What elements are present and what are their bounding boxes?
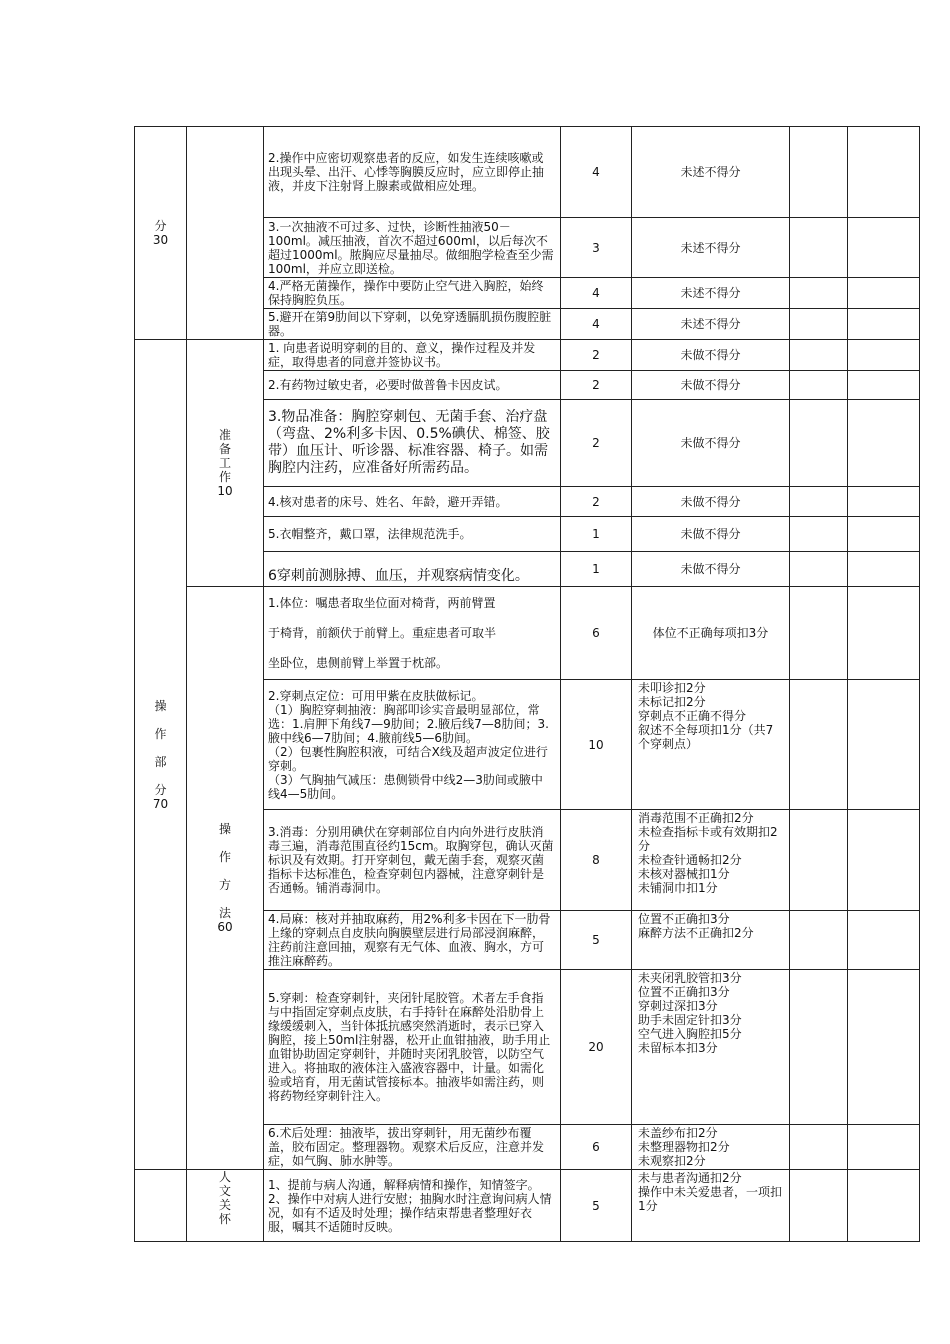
deduct-cell: 未做不得分 <box>632 552 790 587</box>
actual-score-cell <box>790 1170 848 1242</box>
remark-cell <box>848 309 920 340</box>
score-cell: 6 <box>561 1125 632 1170</box>
score-cell: 5 <box>561 1170 632 1242</box>
score-cell: 2 <box>561 371 632 400</box>
item-cell: 1、提前与病人沟通，解释病情和操作，知情签字。 2、操作中对病人进行安慰；抽胸水时注意询问病人情况，如有不适及时处理；操作结束帮患者整理好衣服，嘱其不适随时反映。 <box>264 1170 561 1242</box>
item-cell: 2.操作中应密切观察患者的反应，如发生连续咳嗽或出现头晕、出汗、心悸等胸膜反应时，应立即停止抽液，并皮下注射肾上腺素或做相应处理。 <box>264 127 561 218</box>
remark-cell <box>848 127 920 218</box>
deduct-cell: 体位不正确每项扣3分 <box>632 587 790 680</box>
item-cell: 4.严格无菌操作，操作中要防止空气进入胸腔，始终保持胸腔负压。 <box>264 278 561 309</box>
score-cell: 20 <box>561 970 632 1125</box>
deduct-cell: 未做不得分 <box>632 400 790 487</box>
actual-score-cell <box>790 810 848 911</box>
score-cell: 5 <box>561 911 632 970</box>
item-cell: 2.穿刺点定位：可用甲紫在皮肤做标记。 （1）胸腔穿刺抽液：胸部叩诊实音最明显部位，常选：1.肩胛下角线7—9肋间；2.腋后线7—8肋间；3.腋中线6—7肋间；4.腋前线5—6肋间。 （2）包裹性胸腔积液，可结合X线及超声波定位进行穿刺。 （3）气胸抽气减压：患侧锁骨中线2—3肋间或腋中线4—5肋间。 <box>264 680 561 810</box>
item-cell: 4.局麻：核对并抽取麻药，用2%利多卡因在下一肋骨上缘的穿刺点自皮肤向胸膜壁层进行局部浸润麻醉，注药前注意回抽，观察有无气体、血液、胸水，方可推注麻醉药。 <box>264 911 561 970</box>
score-cell: 2 <box>561 400 632 487</box>
section-label: 分 30 <box>152 219 169 247</box>
item-cell: 3.物品准备：胸腔穿刺包、无菌手套、治疗盘（弯盘、2%利多卡因、0.5%碘伏、棉签、胶带）血压计、听诊器、标准容器、椅子。如需胸腔内注药，应准备好所需药品。 <box>264 400 561 487</box>
scoring-table <box>134 126 920 1242</box>
remark-cell <box>848 400 920 487</box>
remark-cell <box>848 218 920 278</box>
remark-cell <box>848 680 920 810</box>
item-cell: 1. 向患者说明穿刺的目的、意义，操作过程及并发症，取得患者的同意并签协议书。 <box>264 340 561 371</box>
actual-score-cell <box>790 278 848 309</box>
actual-score-cell <box>790 487 848 517</box>
deduct-cell: 未做不得分 <box>632 371 790 400</box>
remark-cell <box>848 970 920 1125</box>
remark-cell <box>848 810 920 911</box>
remark-cell <box>848 552 920 587</box>
deduct-cell: 位置不正确扣3分 麻醉方法不正确扣2分 <box>632 911 790 970</box>
remark-cell <box>848 1170 920 1242</box>
section-prev-tail <box>135 127 187 340</box>
score-cell: 8 <box>561 810 632 911</box>
actual-score-cell <box>790 400 848 487</box>
score-cell: 2 <box>561 340 632 371</box>
score-cell: 10 <box>561 680 632 810</box>
item-cell <box>264 587 561 680</box>
deduct-cell: 未述不得分 <box>632 278 790 309</box>
remark-cell <box>848 911 920 970</box>
section-label: 操 作 部 分 70 <box>152 698 169 811</box>
actual-score-cell <box>790 587 848 680</box>
deduct-cell: 未做不得分 <box>632 340 790 371</box>
score-cell: 4 <box>561 127 632 218</box>
section-empty <box>135 1170 187 1242</box>
item-cell: 5.穿刺：检查穿刺针，夹闭针尾胶管。术者左手食指与中指固定穿刺点皮肤，右手持针在麻醉处沿肋骨上缘缓缓刺入，当针体抵抗感突然消逝时，表示已穿入胸腔，接上50ml注射器，松开止血钳抽液，助手用止血钳协助固定穿刺针，并随时夹闭乳胶管，以防空气进入。将抽取的液体注入盛液容器中，计量。如需化验或培育，用无菌试管接标本。抽液毕如需注药，则将药物经穿刺针注入。 <box>264 970 561 1125</box>
subsection-prep <box>187 340 264 587</box>
subsection-label: 人 文 关 怀 <box>218 1170 231 1226</box>
deduct-cell: 未做不得分 <box>632 517 790 552</box>
remark-cell <box>848 371 920 400</box>
score-cell: 2 <box>561 487 632 517</box>
remark-cell <box>848 587 920 680</box>
subsection-humane <box>187 1170 264 1242</box>
subsection-empty <box>187 127 264 340</box>
actual-score-cell <box>790 552 848 587</box>
score-cell: 1 <box>561 517 632 552</box>
item-cell: 5.衣帽整齐，戴口罩，法律规范洗手。 <box>264 517 561 552</box>
deduct-cell: 未叩诊扣2分 未标记扣2分 穿刺点不正确不得分 叙述不全每项扣1分（共7个穿刺点） <box>632 680 790 810</box>
remark-cell <box>848 340 920 371</box>
actual-score-cell <box>790 911 848 970</box>
remark-cell <box>848 517 920 552</box>
section-main <box>135 340 187 1170</box>
subsection-method <box>187 587 264 1170</box>
item-cell: 5.避开在第9肋间以下穿刺，以免穿透膈肌损伤腹腔脏器。 <box>264 309 561 340</box>
score-cell: 6 <box>561 587 632 680</box>
item-cell: 4.核对患者的床号、姓名、年龄，避开弄错。 <box>264 487 561 517</box>
deduct-cell: 未夹闭乳胶管扣3分 位置不正确扣3分 穿刺过深扣3分 助手未固定针扣3分 空气进入胸腔扣5分 未留标本扣3分 <box>632 970 790 1125</box>
deduct-cell: 未述不得分 <box>632 309 790 340</box>
item-text: 1.体位：嘱患者取坐位面对椅背，两前臂置 于椅背，前额伏于前臂上。重症患者可取半 坐卧位，患侧前臂上举置于枕部。 <box>268 596 497 670</box>
item-cell: 2.有药物过敏史者，必要时做普鲁卡因皮试。 <box>264 371 561 400</box>
actual-score-cell <box>790 340 848 371</box>
actual-score-cell <box>790 127 848 218</box>
deduct-cell: 未与患者沟通扣2分 操作中未关爱患者，一项扣1分 <box>632 1170 790 1242</box>
item-cell: 3.消毒：分别用碘伏在穿刺部位自内向外进行皮肤消毒三遍，消毒范围直径约15cm。取胸穿包，确认灭菌标识及有效期。打开穿刺包，戴无菌手套，观察灭菌指标卡达标准色，检查穿刺包内器械，注意穿刺针是否通畅。铺消毒洞巾。 <box>264 810 561 911</box>
remark-cell <box>848 1125 920 1170</box>
actual-score-cell <box>790 309 848 340</box>
deduct-cell: 未述不得分 <box>632 218 790 278</box>
actual-score-cell <box>790 371 848 400</box>
score-cell: 4 <box>561 278 632 309</box>
actual-score-cell <box>790 970 848 1125</box>
item-cell: 6.术后处理：抽液毕，拔出穿刺针，用无菌纱布覆盖，胶布固定。整理器物。观察术后反应，注意并发症，如气胸、肺水肿等。 <box>264 1125 561 1170</box>
actual-score-cell <box>790 680 848 810</box>
remark-cell <box>848 487 920 517</box>
score-cell: 1 <box>561 552 632 587</box>
score-cell: 4 <box>561 309 632 340</box>
actual-score-cell <box>790 1125 848 1170</box>
deduct-cell: 未盖纱布扣2分 未整理器物扣2分 未观察扣2分 <box>632 1125 790 1170</box>
item-cell: 3.一次抽液不可过多、过快，诊断性抽液50－100ml。减压抽液，首次不超过600ml，以后每次不超过1000ml。脓胸应尽量抽尽。做细胞学检查至少需100ml，并应立即送检。 <box>264 218 561 278</box>
remark-cell <box>848 278 920 309</box>
score-cell: 3 <box>561 218 632 278</box>
actual-score-cell <box>790 218 848 278</box>
item-cell: 6穿刺前测脉搏、血压，并观察病情变化。 <box>264 552 561 587</box>
deduct-cell: 未做不得分 <box>632 487 790 517</box>
deduct-cell: 消毒范围不正确扣2分 未检查指标卡或有效期扣2分 未检查针通畅扣2分 未核对器械扣1分 未铺洞巾扣1分 <box>632 810 790 911</box>
subsection-label: 操 作 方 法 60 <box>217 822 233 934</box>
subsection-label: 准 备 工 作 10 <box>217 428 233 498</box>
deduct-cell: 未述不得分 <box>632 127 790 218</box>
actual-score-cell <box>790 517 848 552</box>
